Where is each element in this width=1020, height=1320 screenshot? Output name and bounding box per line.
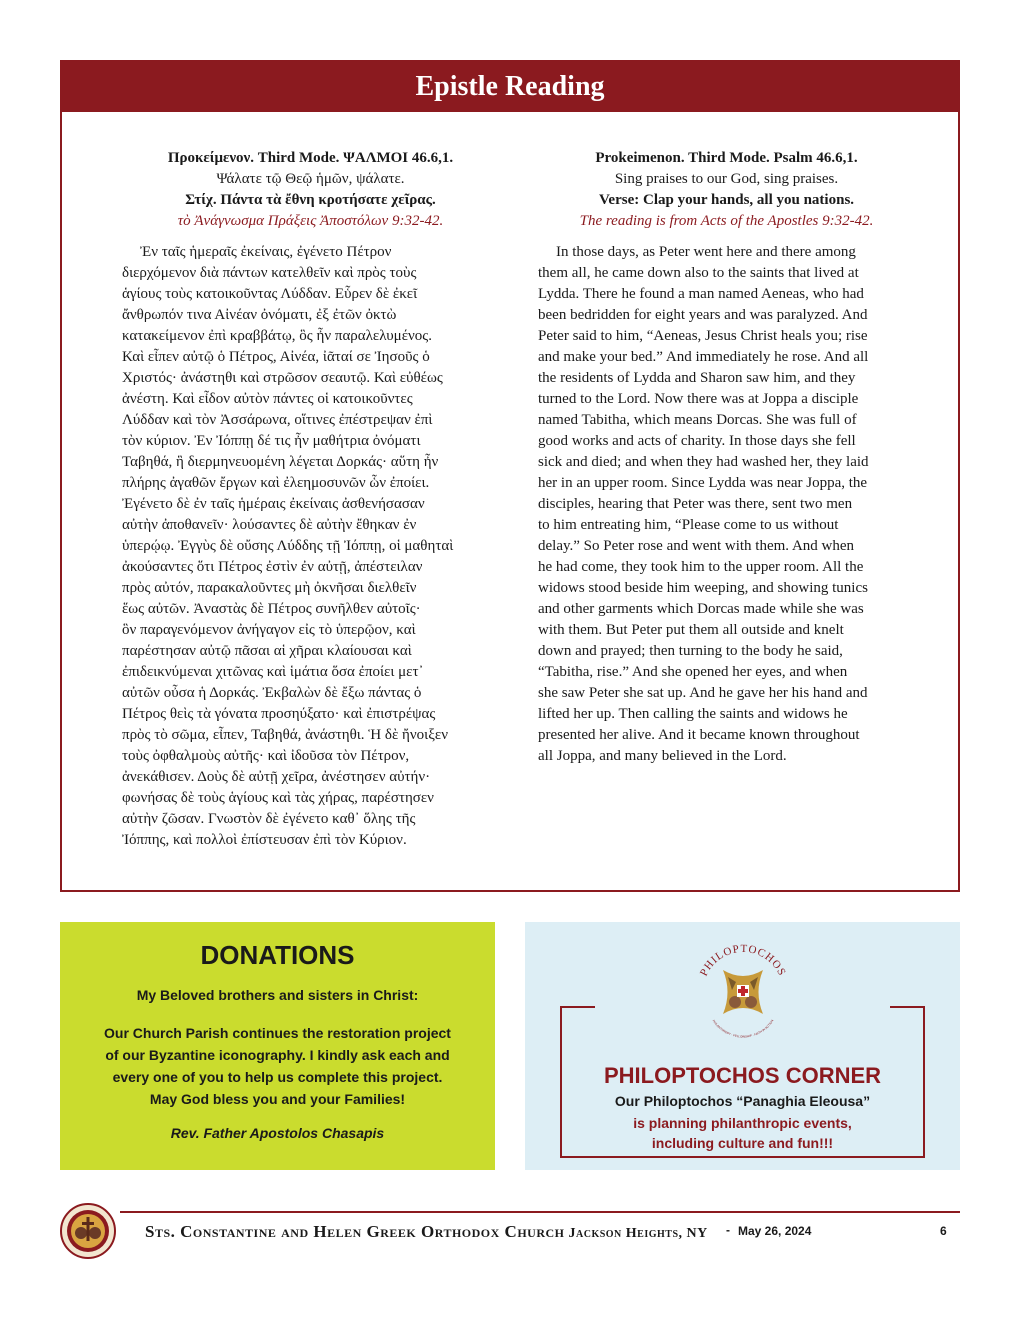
reading-line: been bedridden for eight years and was paralyzed. And: [538, 307, 868, 323]
reading-line: ἐπιδεικνύμεναι χιτῶνας καὶ ἱμάτια ὅσα ἐποίει μετ᾽: [122, 664, 424, 680]
reading-line: Ταβηθά, ἣ διερμηνευομένη λέγεται Δορκάς· αὕτη ἦν: [122, 454, 439, 470]
donations-panel: [60, 922, 495, 1170]
donations-message: [60, 1022, 495, 1110]
reading-line: αὐτὴν ζῶσαν. Γνωστὸν δὲ ἐγένετο καθ᾽ ὅλης τῆς: [122, 811, 416, 827]
reading-line: sick and died; and when they had washed her, they laid: [538, 454, 869, 470]
reading-line: “Tabitha, rise.” And she opened her eyes, and when: [538, 664, 848, 680]
reading-line: ἀκούσαντες ὅτι Πέτρος ἐστὶν ἐν αὐτῇ, ἀπέστειλαν: [122, 559, 423, 575]
greek-prokeimenon: Προκείμενον. Third Mode. ΨΑΛΜΟΙ 46.6,1.: [167, 150, 454, 166]
footer-separator: -: [726, 1223, 730, 1237]
english-heading: [538, 148, 915, 232]
reading-line: αὐτῶν οὖσα ἡ Δορκάς. Ἐκβαλὼν δὲ ἔξω πάντας ὁ: [122, 685, 422, 701]
cross-icon: [723, 970, 763, 1014]
greek-reading-reference: τὸ Ἀνάγνωσμα Πράξεις Ἀποστόλων 9:32-42.: [177, 213, 444, 229]
reading-line: she saw Peter she sat up. And he gave her his hand and: [538, 685, 868, 701]
reading-line: Peter said to him, “Aeneas, Jesus Christ heals you; rise: [538, 328, 868, 344]
greek-prokeimenon-text: Ψάλατε τῷ Θεῷ ἡμῶν, ψάλατε.: [216, 171, 405, 187]
philoptochos-logo: [668, 930, 818, 1042]
footer-church-name: [145, 1222, 708, 1242]
reading-line: ὑπερῴῳ. Ἐγγὺς δὲ οὔσης Λύδδης τῇ Ἰόππῃ, οἱ μαθηταὶ: [122, 538, 454, 554]
philoptochos-line-1: Our Philoptochos “Panaghia Eleousa”: [614, 1093, 871, 1109]
reading-line: τὸν κύριον. Ἐν Ἰόππῃ δέ τις ἦν μαθήτρια ὀνόματι: [122, 433, 421, 449]
footer-rule: [120, 1211, 960, 1213]
reading-line: Ἐγένετο δὲ ἐν ταῖς ἡμέραις ἐκείναις ἀσθενήσασαν: [122, 496, 425, 512]
logo-arc-subtext: PHILANTHROPY · FELLOWSHIP · FAITH IN ACTION: [711, 1018, 775, 1039]
greek-verse: Στίχ. Πάντα τὰ ἔθνη κροτήσατε χεῖρας.: [185, 192, 436, 208]
english-column: [538, 148, 915, 767]
reading-line: turned to the Lord. Now there was at Joppa a disciple: [538, 391, 859, 407]
reading-line: Πέτρος θεὶς τὰ γόνατα προσηύξατο· καὶ ἐπιστρέψας: [122, 706, 436, 722]
reading-line: delay.” So Peter rose and went with them. And when: [538, 538, 855, 554]
reading-line: ἄνθρωπόν τινα Αἰνέαν ὀνόματι, ἐξ ἐτῶν ὀκτὼ: [122, 307, 397, 323]
greek-heading: [122, 148, 499, 232]
reading-line: her in an upper room. Since Lydda was near Joppa, the: [538, 475, 868, 491]
reading-line: πρὸς αὐτόν, παρακαλοῦντες μὴ ὀκνῆσαι διελθεῖν: [122, 580, 417, 596]
greek-column: [122, 148, 499, 851]
philoptochos-line-3: including culture and fun!!!: [651, 1135, 834, 1151]
english-verse: Verse: Clap your hands, all you nations.: [598, 192, 855, 208]
reading-line: Ἰόππης, καὶ πολλοὶ ἐπίστευσαν ἐπὶ τὸν Κύριον.: [122, 832, 407, 848]
reading-line: all Joppa, and many believed in the Lord.: [538, 748, 787, 764]
svg-text:PHILOPTOCHOS: [698, 943, 788, 978]
logo-arc-text: PHILOPTOCHOS: [697, 942, 789, 979]
reading-line: Ἐν ταῖς ἡμεραῖς ἐκείναις, ἐγένετο Πέτρον: [140, 244, 392, 260]
reading-line: ἀνέστη. Καὶ εἶδον αὐτὸν πάντες οἱ κατοικοῦντες: [122, 391, 413, 407]
reading-line: presented her alive. And it became known throughout: [538, 727, 860, 743]
greek-reading-text: [122, 242, 499, 851]
reading-line: lifted her up. Then calling the saints and widows he: [538, 706, 848, 722]
reading-line: ὃν παραγενόμενον ἀνήγαγον εἰς τὸ ὑπερῷον, καὶ: [122, 622, 416, 638]
reading-line: Χριστός· ἀνάστηθι καὶ στρῶσον σεαυτῷ. Καὶ εὐθέως: [122, 370, 443, 386]
church-name: Sts. Constantine and Helen Greek Orthodox Church: [145, 1222, 565, 1241]
reading-line: κατακείμενον ἐπὶ κραββάτῳ, ὃς ἦν παραλελυμένος.: [122, 328, 432, 344]
church-seal-logo: [60, 1203, 116, 1259]
reading-line: and make your bed.” And immediately he rose. And all: [538, 349, 869, 365]
page-number: 6: [940, 1224, 947, 1238]
epistle-reading-panel: [60, 60, 960, 892]
reading-line: ἀνεκάθισεν. Δοὺς δὲ αὐτῇ χεῖρα, ἀνέστησεν αὐτήν·: [122, 769, 431, 785]
reading-line: φωνήσας δὲ τοὺς ἁγίους καὶ τὰς χήρας, παρέστησεν: [122, 790, 434, 806]
reading-line: widows stood beside him weeping, and showing tunics: [538, 580, 868, 596]
reading-line: πρὸς τὸ σῶμα, εἶπεν, Ταβηθά, ἀνάστηθι. Ἡ δὲ ἤνοιξεν: [122, 727, 448, 743]
reading-line: them all, he came down also to the saints that lived at: [538, 265, 859, 281]
reading-line: τοὺς ὀφθαλμοὺς αὐτῆς· καὶ ἰδοῦσα τὸν Πέτρον,: [122, 748, 410, 764]
philoptochos-panel: [525, 922, 960, 1170]
reading-line: down and prayed; then turning to the body he said,: [538, 643, 843, 659]
english-reading-reference: The reading is from Acts of the Apostles 9:32-42.: [579, 213, 874, 229]
reading-line: πλήρης ἀγαθῶν ἔργων καὶ ἐλεημοσυνῶν ὧν ἐποίει.: [122, 475, 430, 491]
donations-message-line: May God bless you and your Families!: [149, 1091, 406, 1107]
reading-line: and other garments which Dorcas made while she was: [538, 601, 864, 617]
reading-line: αὐτὴν ἀποθανεῖν· λούσαντες δὲ αὐτὴν ἔθηκαν ἐν: [122, 517, 417, 533]
donations-title: DONATIONS: [200, 940, 355, 970]
reading-line: the residents of Lydda and Sharon saw him, and they: [538, 370, 856, 386]
reading-line: Λύδδαν καὶ τὸν Ἀσσάρωνα, οἵτινες ἐπέστρεψαν ἐπὶ: [122, 412, 433, 428]
reading-line: good works and acts of charity. In those days she fell: [538, 433, 856, 449]
reading-line: ἕως αὐτῶν. Ἀναστὰς δὲ Πέτρος συνῆλθεν αὐτοῖς·: [122, 601, 421, 617]
reading-line: παρέστησαν αὐτῷ πᾶσαι αἱ χῆραι κλαίουσαι καὶ: [122, 643, 412, 659]
reading-line: διερχόμενον διὰ πάντων κατελθεῖν καὶ πρὸς τοὺς: [122, 265, 417, 281]
epistle-title: Epistle Reading: [62, 62, 958, 112]
reading-line: named Tabitha, which means Dorcas. She was full of: [538, 412, 857, 428]
donations-message-line: Our Church Parish continues the restoration project: [104, 1025, 451, 1041]
english-reading-text: [538, 242, 915, 767]
reading-line: he had come, they took him to the upper room. All the: [538, 559, 864, 575]
philoptochos-title: PHILOPTOCHOS CORNER: [603, 1063, 882, 1088]
english-prokeimenon: Prokeimenon. Third Mode. Psalm 46.6,1.: [595, 150, 858, 166]
reading-line: Lydda. There he found a man named Aeneas, who had: [538, 286, 864, 302]
donations-greeting: My Beloved brothers and sisters in Christ:: [136, 987, 419, 1003]
reading-line: with them. But Peter put them all outside and knelt: [538, 622, 844, 638]
donations-message-line: every one of you to help us complete this project.: [112, 1069, 443, 1085]
reading-line: to him entreating him, “Please come to us without: [538, 517, 839, 533]
donations-signature: Rev. Father Apostolos Chasapis: [170, 1125, 385, 1141]
philoptochos-line-2: is planning philanthropic events,: [633, 1115, 852, 1131]
reading-line: Καὶ εἶπεν αὐτῷ ὁ Πέτρος, Αἰνέα, ἰᾶταί σε Ἰησοῦς ὁ: [122, 349, 430, 365]
english-prokeimenon-text: Sing praises to our God, sing praises.: [614, 171, 839, 187]
church-location: Jackson Heights, NY: [568, 1226, 708, 1241]
svg-text:PHILANTHROPY · FELLOWSHIP · FA: [712, 1019, 775, 1039]
reading-line: disciples, hearing that Peter was there, sent two men: [538, 496, 853, 512]
donations-message-line: of our Byzantine iconography. I kindly ask each and: [105, 1047, 450, 1063]
reading-line: In those days, as Peter went here and there among: [556, 244, 856, 260]
footer-date: May 26, 2024: [738, 1224, 812, 1238]
reading-line: ἁγίους τοὺς κατοικοῦντας Λύδδαν. Εὗρεν δὲ ἐκεῖ: [122, 286, 418, 302]
